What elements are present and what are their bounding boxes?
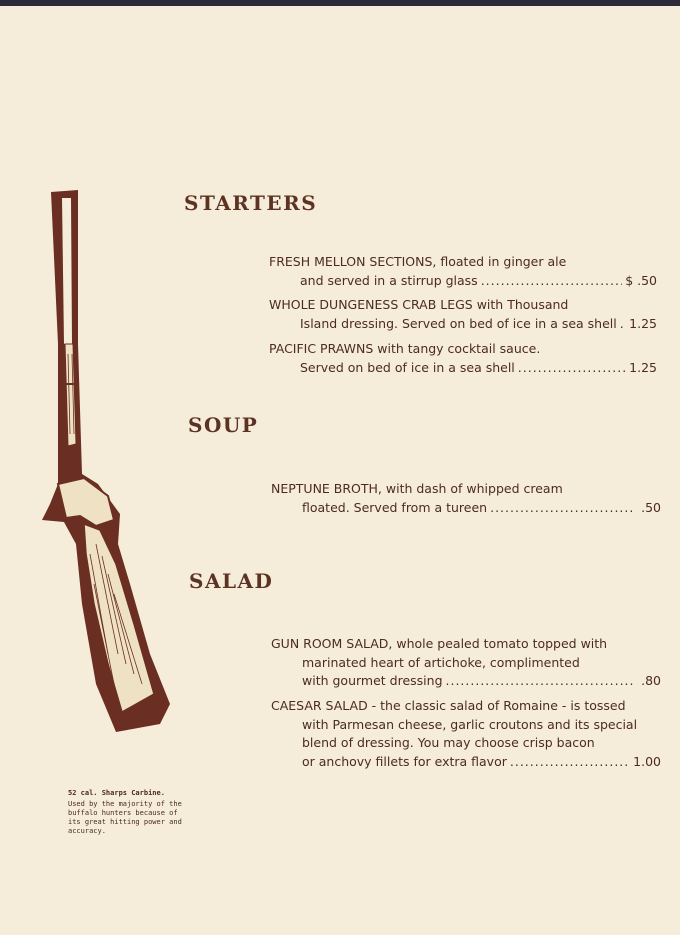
- item-price: .80: [641, 673, 661, 688]
- item-line: with gourmet dressing: [302, 673, 443, 688]
- item-line: Served on bed of ice in a sea shell: [300, 359, 515, 375]
- dot-leader: [620, 315, 626, 334]
- dot-leader: [481, 272, 622, 291]
- section-title-starters: STARTERS: [184, 191, 318, 215]
- item-line: WHOLE DUNGENESS CRAB LEGS with Thousand: [269, 297, 569, 312]
- item-line: blend of dressing. You may choose crisp bacon: [302, 735, 595, 750]
- section-title-salad: SALAD: [189, 569, 274, 593]
- dot-leader: [490, 499, 634, 518]
- section-title-soup: SOUP: [188, 413, 259, 437]
- dot-leader: [518, 359, 626, 378]
- item-price: 1.25: [629, 315, 657, 331]
- illustration-caption: [68, 789, 188, 836]
- item-price: 1.25: [629, 359, 657, 375]
- dot-leader: [446, 672, 634, 691]
- caption-text: Used by the majority of the buffalo hunters because of its great hitting power and accuracy.: [68, 800, 182, 835]
- menu-item: [271, 697, 661, 771]
- item-line: with Parmesan cheese, garlic croutons and its special: [302, 716, 638, 732]
- menu-item: [269, 296, 657, 333]
- caption-title: 52 cal. Sharps Carbine.: [68, 789, 165, 797]
- item-line: GUN ROOM SALAD, whole pealed tomato topped with: [271, 636, 608, 651]
- menu-item: [271, 480, 661, 517]
- item-price: 1.00: [633, 753, 661, 769]
- item-line: NEPTUNE BROTH, with dash of whipped cream: [271, 481, 563, 496]
- menu-item: [269, 253, 657, 290]
- dot-leader: [510, 753, 630, 772]
- menu-item: [271, 635, 661, 691]
- item-line: CAESAR SALAD - the classic salad of Romaine - is tossed: [271, 698, 626, 713]
- menu-page: [0, 6, 680, 935]
- item-line: marinated heart of artichoke, complimented: [302, 654, 580, 670]
- item-line: FRESH MELLON SECTIONS, floated in ginger ale: [269, 254, 567, 269]
- item-price: $ .50: [625, 272, 657, 288]
- item-price: .50: [641, 499, 661, 515]
- sharps-carbine-illustration: [38, 184, 178, 739]
- item-line: and served in a stirrup glass: [300, 272, 478, 288]
- item-line: floated. Served from a tureen: [302, 499, 488, 515]
- item-line: or anchovy fillets for extra flavor: [302, 753, 507, 769]
- menu-item: [269, 340, 657, 377]
- item-line: PACIFIC PRAWNS with tangy cocktail sauce.: [269, 341, 541, 356]
- item-line: Island dressing. Served on bed of ice in a sea shell: [300, 315, 617, 331]
